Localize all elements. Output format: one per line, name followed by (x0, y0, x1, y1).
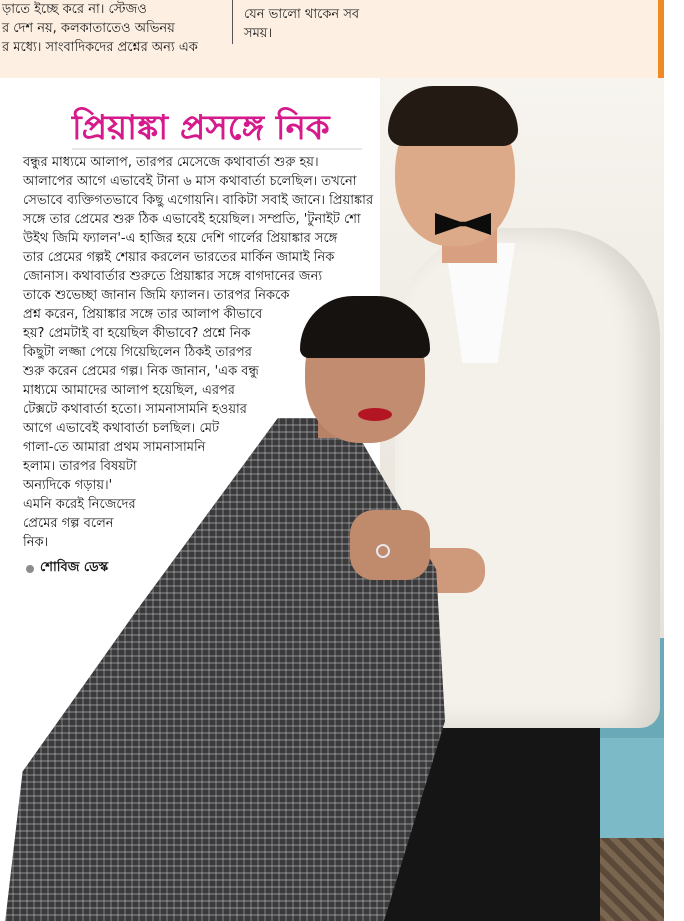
body-line: অন্যদিকে গড়ায়।' (23, 478, 113, 493)
byline-text: শোবিজ ডেস্ক (40, 560, 109, 575)
previous-article-right-column: যেন ভালো থাকেন সব সময়। (244, 7, 360, 41)
body-line: সঙ্গে তার প্রেমের শুরু ঠিক এভাবেই হয়েছিল। সম্প্রতি, 'টুনাইট শো (23, 212, 361, 227)
body-line-last: নিক। (23, 535, 49, 550)
article-headline: প্রিয়াঙ্কা প্রসঙ্গে নিক (72, 108, 330, 148)
column-divider (232, 0, 233, 44)
body-line: মাধ্যমে আমাদের আলাপ হয়েছিল, এরপর (23, 383, 235, 398)
body-line: আগে এভাবেই কথাবার্তা চলছিল। মেট (23, 421, 220, 436)
body-line: শুরু করেন প্রেমের গল্প। নিক জানান, 'এক বন্ধু (23, 364, 259, 379)
body-line: প্রশ্ন করেন, প্রিয়াঙ্কার সঙ্গে তার আলাপ কীভাবে (23, 307, 263, 322)
byline (26, 558, 108, 579)
body-line: হলাম। তারপর বিষয়টা (23, 459, 137, 474)
body-line: টেক্সটে কথাবার্তা হতো। সামনাসামনি হওয়ার (23, 402, 247, 417)
body-line: জোনাস। কথাবার্তার শুরুতে প্রিয়াঙ্কার সঙ্গে বাগদানের জন্য (23, 269, 323, 284)
photo-man-hair (388, 86, 518, 146)
headline-underline (72, 148, 362, 150)
photo-woman-hand (350, 510, 430, 580)
previous-article-left-column: ড়াতে ইচ্ছে করে না। স্টেজও র দেশ নয়, কলকাতাতেও অভিনয় র মধ্যে। সাংবাদিকদের প্রশ্নের অন্য এক (2, 2, 198, 55)
body-line: তার প্রেমের গল্পই শেয়ার করলেন ভারতের মার্কিন জামাই নিক (23, 250, 335, 265)
photo-woman-lips (358, 408, 392, 421)
body-line: উইথ জিমি ফ্যালন'-এ হাজির হয়ে দেশি গার্লের প্রিয়াঙ্কার সঙ্গে (23, 231, 338, 246)
body-line: বন্ধুর মাধ্যমে আলাপ, তারপর মেসেজে কথাবার্তা শুরু হয়। (23, 155, 319, 170)
body-line: প্রেমের গল্প বলেন (23, 516, 114, 531)
body-line: হয়? প্রেমটাই বা হয়েছিল কীভাবে? প্রশ্নে নিক (23, 326, 251, 341)
ring-icon (376, 544, 390, 558)
body-line: সেভাবে ব্যক্তিগতভাবে কিছু এগোয়নি। বাকিটা সবাই জানে। প্রিয়াঙ্কার (23, 193, 374, 208)
body-line: এমনি করেই নিজেদের (23, 497, 136, 512)
body-line: তাকে শুভেচ্ছা জানান জিমি ফ্যালন। তারপর নিককে (23, 288, 290, 303)
body-line: গালা-তে আমারা প্রথম সামনাসামনি (23, 440, 206, 455)
bullet-icon (26, 565, 34, 573)
previous-article-strip (0, 0, 664, 78)
body-line: আলাপের আগে এভাবেই টানা ৬ মাস কথাবার্তা চলেছিল। তখনো (23, 174, 357, 189)
body-line: কিছুটা লজ্জা পেয়ে গিয়েছিলেন ঠিকই তারপর (23, 345, 252, 360)
